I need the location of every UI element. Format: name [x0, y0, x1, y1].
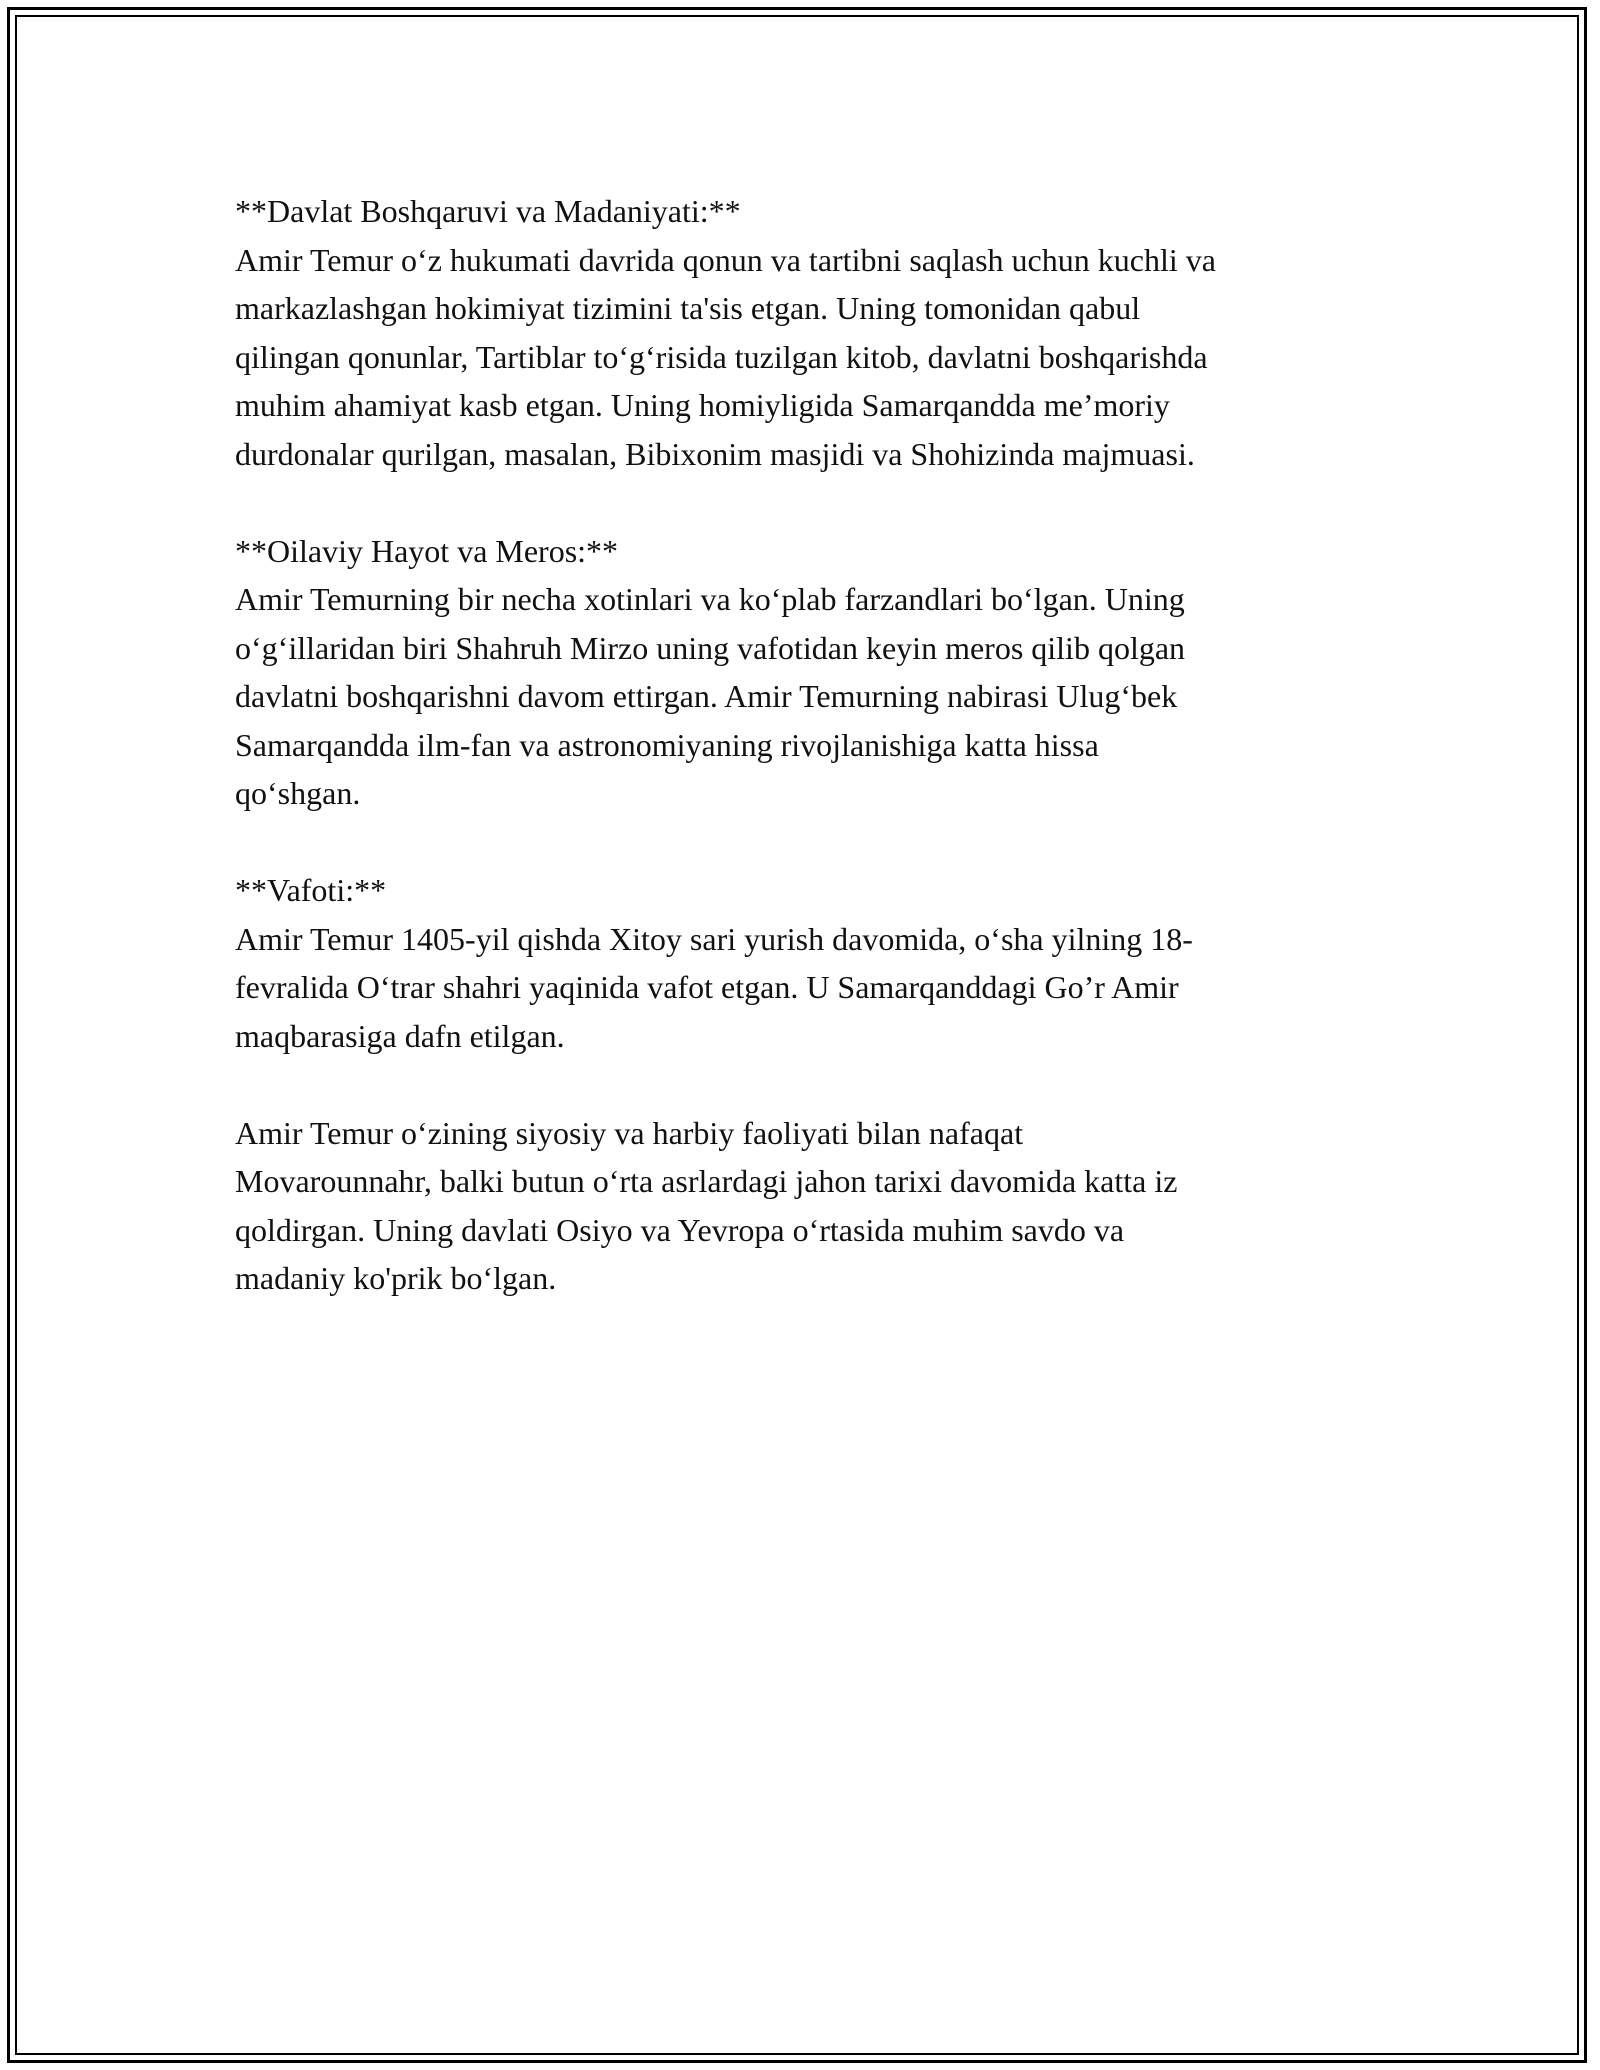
- document-body: [235, 187, 1375, 1351]
- section-paragraph: Amir Temur o‘z hukumati davrida qonun va tartibni saqlash uchun kuchli va markazlashgan hokimiyat tizimini ta'sis etgan. Uning tomonidan qabul qilingan qonunlar, Tartiblar to‘g‘risida tuzilgan kitob, davlatni boshqarishda muhim ahamiyat kasb etgan. Uning homiyligida Samarqandda me’moriy durdonalar qurilgan, masalan, Bibixonim masjidi va Shohizinda majmuasi.: [235, 241, 1216, 472]
- section-heading: **Oilaviy Hayot va Meros:**: [235, 532, 619, 569]
- closing-paragraph: Amir Temur o‘zining siyosiy va harbiy faoliyati bilan nafaqat Movarounnahr, balki butun o‘rta asrlardagi jahon tarixi davomida katta iz qoldirgan. Uning davlati Osiyo va Yevropa o‘rtasida muhim savdo va madaniy ko'prik bo‘lgan.: [235, 1114, 1178, 1296]
- section-heading: **Davlat Boshqaruvi va Madaniyati:**: [235, 193, 741, 229]
- section-paragraph: Amir Temur 1405-yil qishda Xitoy sari yurish davomida, o‘sha yilning 18- fevralida O‘trar shahri yaqinida vafot etgan. U Samarqanddagi Go’r Amir maqbarasiga dafn etilgan.: [235, 920, 1193, 1054]
- section-heading: **Vafoti:**: [235, 872, 387, 908]
- section-closing: [235, 1109, 1375, 1303]
- section-oilaviy-hayot: [235, 527, 1375, 818]
- section-vafoti: [235, 866, 1375, 1060]
- section-davlat-boshqaruvi: [235, 187, 1375, 478]
- section-paragraph: Amir Temurning bir necha xotinlari va ko‘plab farzandlari bo‘lgan. Uning o‘g‘illaridan biri Shahruh Mirzo uning vafotidan keyin meros qilib qolgan davlatni boshqarishni davom ettirgan. Amir Temurning nabirasi Ulug‘bek Samarqandda ilm-fan va astronomiyaning rivojlanishiga katta hissa qo‘shgan.: [235, 581, 1186, 811]
